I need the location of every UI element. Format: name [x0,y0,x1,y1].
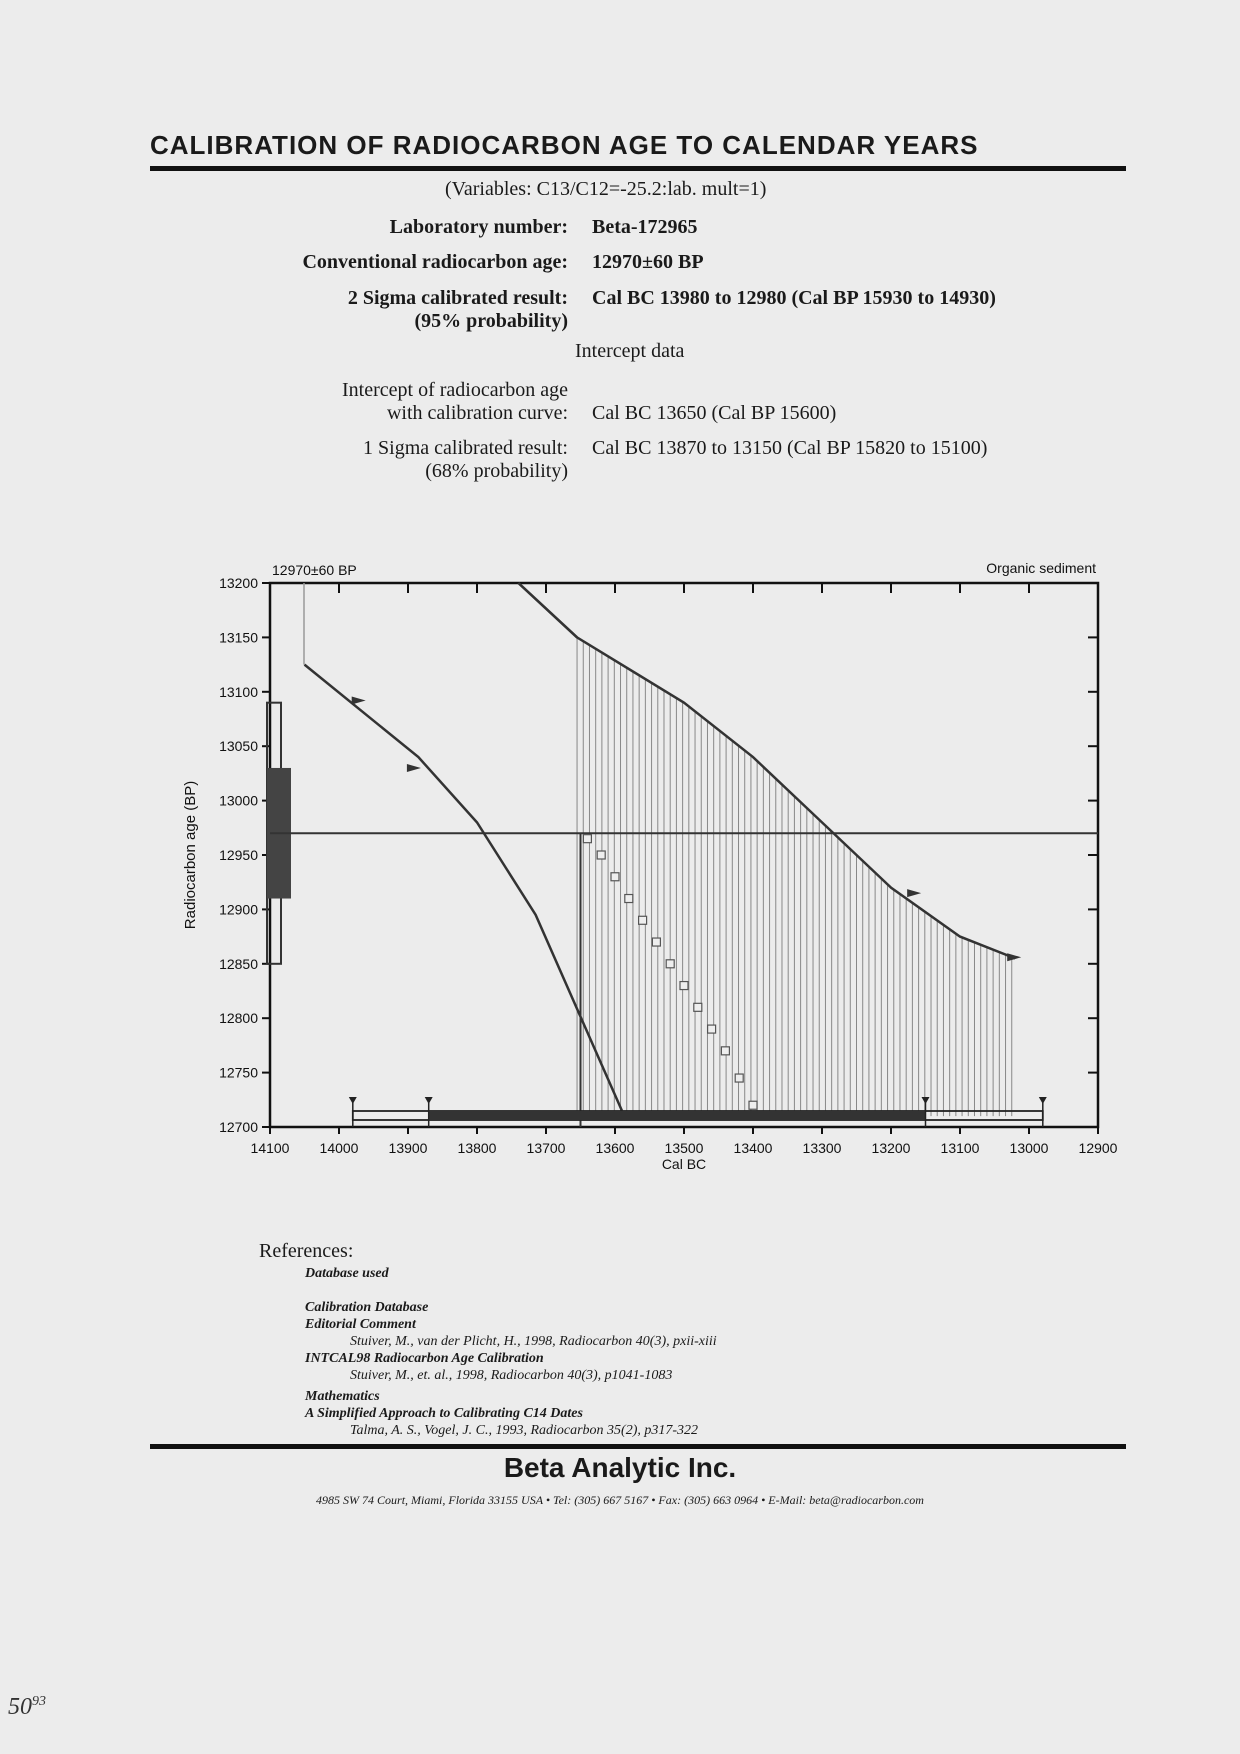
probability-point [735,1074,743,1082]
probability-point [721,1047,729,1055]
y-tick-label: 12950 [219,847,258,863]
y-tick-label: 12850 [219,955,258,972]
company-address: 4985 SW 74 Court, Miami, Florida 33155 USA • Tel: (305) 667 5167 • Fax: (305) 663 0964 • E-Mail: beta@radiocarbon.com [316,1493,924,1507]
range-arrow [1039,1097,1047,1104]
curve-arrow-marker [1007,953,1021,961]
sigma1-range-bar [429,1111,926,1120]
x-tick-label: 13400 [733,1140,773,1156]
x-tick-label: 13500 [664,1140,704,1156]
y-axis-title: Radiocarbon age (BP) [182,780,199,930]
title-rule [150,166,1126,171]
x-tick-label: 14100 [250,1140,290,1156]
sigma1-label-1: 1 Sigma calibrated result: [363,437,568,459]
sigma1-label-2: (68% probability) [425,460,568,482]
footer-rule [150,1444,1126,1449]
probability-point [652,938,660,946]
y-tick-label: 13100 [219,683,258,700]
company-name: Beta Analytic Inc. [503,1452,737,1483]
x-tick-label: 13600 [595,1140,635,1156]
sigma1-value: Cal BC 13870 to 13150 (Cal BP 15820 to 15100) [592,437,988,459]
conv-age-value: 12970±60 BP [592,251,704,273]
x-tick-label: 13800 [457,1140,497,1156]
x-tick-label: 13000 [1009,1140,1049,1156]
curve-arrow-marker [907,889,921,897]
handwritten-number: 50 [8,1694,32,1720]
probability-point [666,960,674,968]
y-tick-label: 13200 [219,575,258,591]
x-tick-label: 13200 [871,1140,911,1156]
probability-point [708,1025,716,1033]
conv-age-label: Conventional radiocarbon age: [302,251,568,273]
y-tick-label: 13150 [219,629,258,646]
intercept-label-2: with calibration curve: [386,402,568,424]
y-tick-label: 12700 [219,1119,258,1135]
sigma2-label-1: 2 Sigma calibrated result: [347,287,568,309]
probability-point [749,1101,757,1109]
x-tick-label: 14000 [319,1140,359,1156]
chart-title-left: 12970±60 BP [272,562,357,578]
calibration-curve-upper [518,583,1015,958]
x-tick-label: 12900 [1078,1140,1118,1156]
sigma2-value: Cal BC 13980 to 12980 (Cal BP 15930 to 14930) [592,287,996,309]
y-tick-label: 13050 [219,738,258,755]
probability-point [625,895,633,903]
ref-calibration-database: Calibration Database [305,1300,429,1315]
calibration-chart [170,555,1130,1180]
intercept-heading: Intercept data [575,340,685,362]
intercept-label-1: Intercept of radiocarbon age [342,379,568,401]
calibration-curve-lower [305,665,622,1111]
ref-talma-vogel: Talma, A. S., Vogel, J. C., 1993, Radiocarbon 35(2), p317-322 [350,1423,699,1438]
x-tick-label: 13300 [802,1140,842,1156]
curve-arrow-marker [407,764,421,772]
lab-number-value: Beta-172965 [592,216,698,238]
x-axis-title: Cal BC [661,1156,707,1172]
range-arrow [349,1097,357,1104]
ref-stuiver-1998a: Stuiver, M., van der Plicht, H., 1998, Radiocarbon 40(3), pxii-xiii [350,1334,717,1349]
curve-arrow-marker [352,697,366,705]
y-tick-label: 12900 [219,901,258,918]
probability-point [583,835,591,843]
references-heading: References: [259,1240,354,1262]
probability-point [680,982,688,990]
ref-mathematics: Mathematics [305,1389,380,1404]
calibration-curve-top [518,583,577,637]
x-tick-label: 13900 [388,1140,428,1156]
y-tick-label: 12750 [219,1064,258,1081]
page-title: CALIBRATION OF RADIOCARBON AGE TO CALENDAR YEARS [150,130,979,160]
ref-editorial-comment: Editorial Comment [305,1317,416,1332]
ref-stuiver-1998b: Stuiver, M., et. al., 1998, Radiocarbon 40(3), p1041-1083 [350,1368,673,1383]
y-tick-label: 12800 [219,1010,258,1027]
intercept-value: Cal BC 13650 (Cal BP 15600) [592,402,837,424]
probability-point [611,873,619,881]
ref-simplified-approach: A Simplified Approach to Calibrating C14 Dates [305,1406,583,1421]
lab-number-label: Laboratory number: [389,216,568,238]
range-arrow [425,1097,433,1104]
chart-title-right: Organic sediment [986,560,1096,576]
y-tick-label: 13000 [219,792,258,809]
handwritten-superscript: 93 [32,1694,46,1709]
x-tick-label: 13100 [940,1140,980,1156]
probability-point [639,916,647,924]
ref-intcal98: INTCAL98 Radiocarbon Age Calibration [305,1351,544,1366]
ref-database-used: Database used [305,1266,389,1281]
range-arrow [922,1097,930,1104]
probability-point [597,851,605,859]
probability-point [694,1003,702,1011]
handwritten-note [8,1694,46,1721]
variables-line: (Variables: C13/C12=-25.2:lab. mult=1) [445,178,767,200]
sigma2-label-2: (95% probability) [414,310,568,332]
plot-frame [270,583,1098,1127]
x-tick-label: 13700 [526,1140,566,1156]
